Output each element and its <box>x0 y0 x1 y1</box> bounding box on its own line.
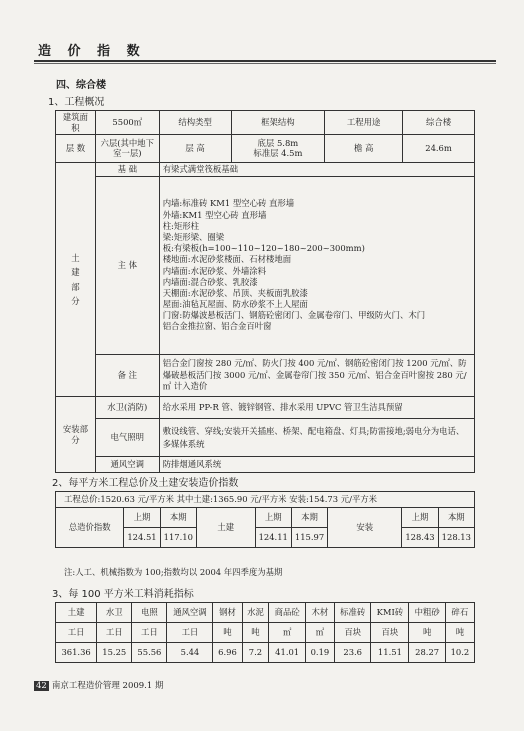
subsection-3-title: 3、每 100 平方米工料消耗指标 <box>52 589 194 600</box>
col-header: 碎石 <box>445 603 474 623</box>
zhuti-label: 主 体 <box>95 177 159 355</box>
price-summary: 工程总价:1520.63 元/平方米 其中土建:1365.90 元/平方米 安装:154.73 元/平方米 <box>56 492 475 508</box>
col-header: KMI砖 <box>371 603 409 623</box>
zhuti-line: 铝合金推拉窗、铝合金百叶窗 <box>162 321 272 332</box>
prev-period-label: 上期 <box>255 508 291 528</box>
consumption-header-row <box>56 603 475 623</box>
cell-value: 24.6m <box>403 135 475 163</box>
col-header: 标准砖 <box>334 603 370 623</box>
dianqi-label: 电气照明 <box>95 419 159 457</box>
cur-period-label: 本期 <box>160 508 196 528</box>
page-footer <box>34 679 163 691</box>
cell-label: 檐 高 <box>325 135 403 163</box>
zhuti-line: 柱:矩形柱 <box>162 220 200 231</box>
cell-label: 结构类型 <box>159 111 231 135</box>
unit-cell: 工日 <box>132 623 167 643</box>
consumption-unit-row <box>56 623 475 643</box>
dianqi-value: 敷设线管、穿线;安装开关插座、桥架、配电箱盘、灯具;防雷接地;弱电分为电话、多媒体系统 <box>159 419 474 457</box>
prev-period-label: 上期 <box>402 508 438 528</box>
cell-value: 5500㎡ <box>95 111 159 135</box>
price-summary-row <box>56 492 475 508</box>
project-overview-table <box>55 110 475 473</box>
cur-period-label: 本期 <box>291 508 327 528</box>
jichu-row <box>56 163 475 177</box>
zhuti-row <box>56 177 475 355</box>
value-cell: 361.36 <box>56 643 97 663</box>
col-header: 土建 <box>56 603 97 623</box>
cur-period-label: 本期 <box>438 508 474 528</box>
col-header: 木材 <box>305 603 334 623</box>
unit-cell: 百块 <box>371 623 409 643</box>
journal-name: 南京工程造价管理 2009.1 期 <box>51 681 164 691</box>
cell-value: 框架结构 <box>231 111 325 135</box>
jichu-value: 有梁式满堂筏板基础 <box>159 163 474 177</box>
cell-value: 综合楼 <box>403 111 475 135</box>
zhuti-line: 屋面:油毡瓦屋面、防水砂浆不上人屋面 <box>162 299 308 310</box>
consumption-value-row <box>56 643 475 663</box>
beizhu-value: 铝合金门窗按 280 元/㎡、防火门按 400 元/㎡、钢筋砼密闭门按 1200 元/㎡、防爆破悬板活门按 3000 元/㎡、金属卷帘门按 350 元/㎡、铝合金百叶窗按 280 元/㎡ 计入造价 <box>159 355 474 397</box>
page-header-title: 造 价 指 数 <box>38 44 146 59</box>
col-header: 水泥 <box>242 603 269 623</box>
beizhu-label: 备 注 <box>95 355 159 397</box>
col-header: 电照 <box>132 603 167 623</box>
cell-value: 六层(其中地下室一层) <box>95 135 159 163</box>
col-header: 商品砼 <box>269 603 305 623</box>
index-header-row <box>56 508 475 528</box>
value-cell: 15.25 <box>97 643 132 663</box>
cell-label: 层 高 <box>159 135 231 163</box>
unit-cell: 吨 <box>409 623 445 643</box>
zhuti-line: 楼地面:水泥砂浆楼面、石材楼地面 <box>162 254 292 265</box>
price-index-table <box>55 491 475 548</box>
zhuti-content <box>159 177 474 355</box>
value-cell: 11.51 <box>371 643 409 663</box>
header-rule-thin <box>34 63 496 64</box>
value-cell: 55.56 <box>132 643 167 663</box>
unit-cell: ㎡ <box>269 623 305 643</box>
value-cell: 10.2 <box>445 643 474 663</box>
col-header: 钢材 <box>213 603 242 623</box>
anzhuang-cur-value: 128.13 <box>438 528 474 548</box>
page-number: 42 <box>36 681 47 691</box>
cell-label: 建筑面积 <box>56 111 96 135</box>
zhuti-line: 内墙面:水泥砂浆、外墙涂料 <box>162 265 267 276</box>
zhuti-line: 外墙:KM1 型空心砖 直形墙 <box>162 209 267 220</box>
anzhuang-index-label: 安装 <box>328 508 402 548</box>
total-prev-value: 124.51 <box>124 528 160 548</box>
unit-cell: 工日 <box>167 623 213 643</box>
total-cur-value: 117.10 <box>160 528 196 548</box>
cell-label: 工程用途 <box>325 111 403 135</box>
anzhuang-prev-value: 128.43 <box>402 528 438 548</box>
tujian-cur-value: 115.97 <box>291 528 327 548</box>
unit-cell: 吨 <box>445 623 474 643</box>
value-cell: 0.19 <box>305 643 334 663</box>
total-index-label: 总造价指数 <box>56 508 124 548</box>
value-cell: 5.44 <box>167 643 213 663</box>
section-title: 四、综合楼 <box>56 80 106 91</box>
tongfeng-row <box>56 457 475 473</box>
overview-row-2 <box>56 135 475 163</box>
shuiwei-row <box>56 397 475 419</box>
jichu-label: 基 础 <box>95 163 159 177</box>
value-cell: 7.2 <box>242 643 269 663</box>
col-header: 水卫 <box>97 603 132 623</box>
tongfeng-value: 防排烟通风系统 <box>159 457 474 473</box>
shuiwei-label: 水卫(消防) <box>95 397 159 419</box>
consumption-table <box>55 602 475 663</box>
unit-cell: 百块 <box>334 623 370 643</box>
prev-period-label: 上期 <box>124 508 160 528</box>
value-cell: 23.6 <box>334 643 370 663</box>
tujian-index-label: 土建 <box>196 508 255 548</box>
value-cell: 41.01 <box>269 643 305 663</box>
index-note: 注:人工、机械指数为 100;指数均以 2004 年四季度为基期 <box>64 567 283 577</box>
unit-cell: 吨 <box>213 623 242 643</box>
zhuti-line: 板:有梁板(h=100~110~120~180~200~300mm) <box>162 243 365 254</box>
zhuti-line: 内墙面:混合砂浆、乳胶漆 <box>162 276 258 287</box>
cell-label: 层 数 <box>56 135 96 163</box>
value-cell: 6.96 <box>213 643 242 663</box>
shuiwei-value: 给水采用 PP-R 管、镀锌钢管、排水采用 UPVC 管卫生洁具预留 <box>159 397 474 419</box>
dianqi-row <box>56 419 475 457</box>
value-cell: 28.27 <box>409 643 445 663</box>
tongfeng-label: 通风空调 <box>95 457 159 473</box>
unit-cell: 工日 <box>56 623 97 643</box>
unit-cell: ㎡ <box>305 623 334 643</box>
col-header: 通风空调 <box>167 603 213 623</box>
beizhu-row <box>56 355 475 397</box>
subsection-2-title: 2、每平方米工程总价及土建安装造价指数 <box>52 478 239 489</box>
header-rule <box>34 60 496 62</box>
unit-cell: 工日 <box>97 623 132 643</box>
tujian-prev-value: 124.11 <box>255 528 291 548</box>
tujian-section-label: 土 建 部 分 <box>56 163 96 397</box>
zhuti-line: 天棚面:水泥砂浆、吊顶、夹板面乳胶漆 <box>162 287 308 298</box>
unit-cell: 吨 <box>242 623 269 643</box>
subsection-1-title: 1、工程概况 <box>48 97 105 108</box>
zhuti-line: 梁:矩形梁、圈梁 <box>162 231 225 242</box>
anzhuang-section-label: 安装部分 <box>56 397 96 473</box>
overview-row-1 <box>56 111 475 135</box>
cell-value: 底层 5.8m 标准层 4.5m <box>231 135 325 163</box>
col-header: 中粗砂 <box>409 603 445 623</box>
zhuti-line: 内墙:标准砖 KM1 型空心砖 直形墙 <box>162 198 295 209</box>
zhuti-line: 门窗:防爆波悬板活门、钢筋砼密闭门、金属卷帘门、甲级防火门、木门 <box>162 310 426 321</box>
